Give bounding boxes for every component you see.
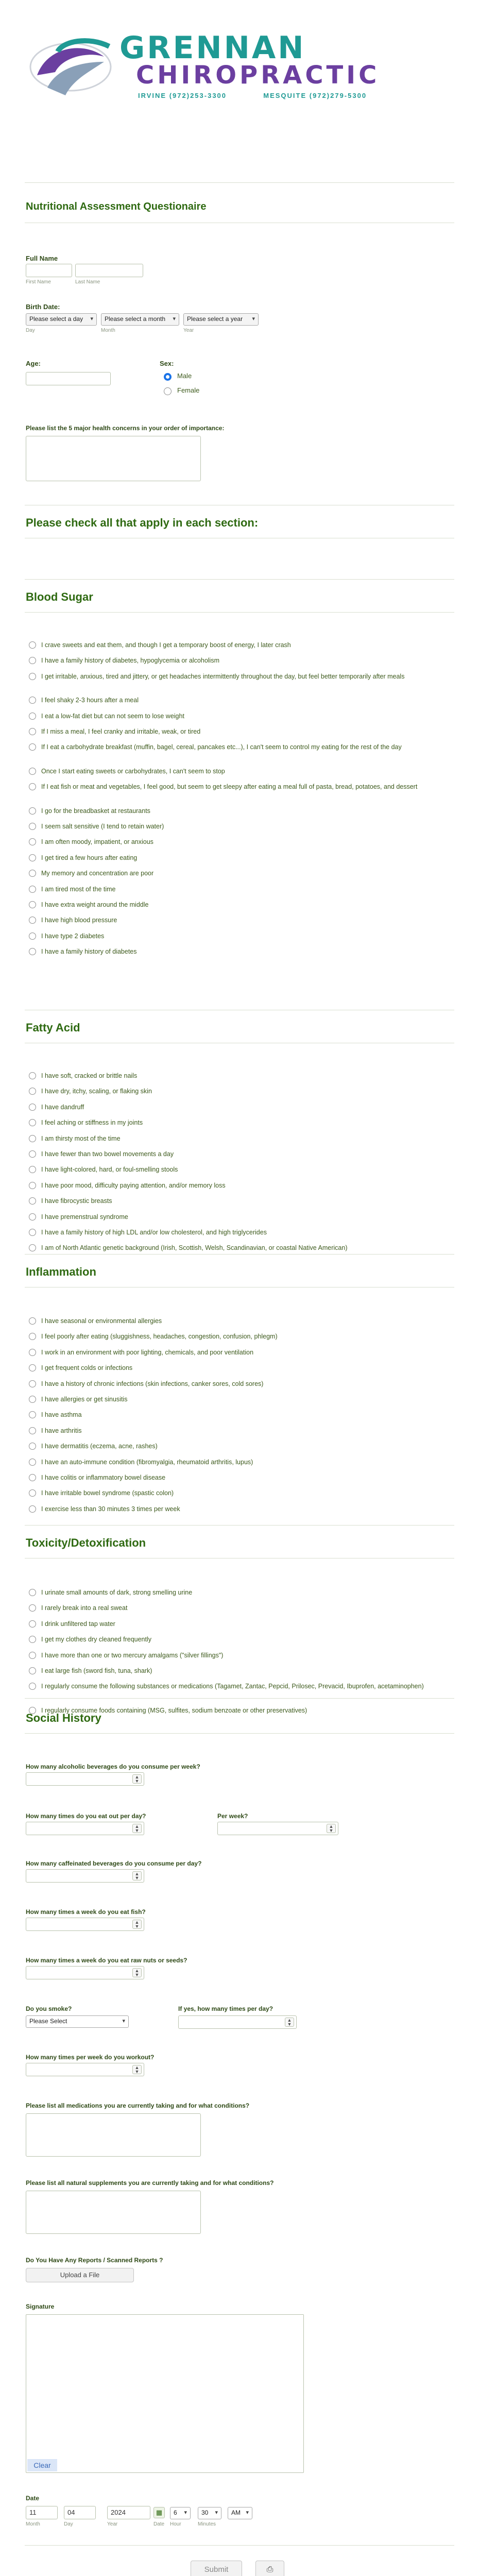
day-sub: Day bbox=[26, 328, 35, 333]
checklist-item-label: I have light-colored, hard, or foul-smelling stools bbox=[41, 1166, 178, 1174]
checkbox-circle-icon[interactable] bbox=[29, 1333, 36, 1340]
minute-select[interactable] bbox=[198, 2507, 221, 2519]
checklist-item-label: I have premenstrual syndrome bbox=[41, 1213, 128, 1221]
smoke-select[interactable] bbox=[26, 2015, 129, 2028]
alcohol-label: How many alcoholic beverages do you consume per week? bbox=[26, 1763, 200, 1770]
checklist-item[interactable] bbox=[26, 1317, 453, 1326]
checklist-item[interactable] bbox=[26, 1458, 453, 1467]
checklist-item[interactable] bbox=[26, 1348, 453, 1357]
last-name-input[interactable] bbox=[75, 264, 143, 277]
ampm-select[interactable] bbox=[228, 2507, 252, 2519]
checklist-item[interactable] bbox=[26, 1197, 453, 1206]
checklist-item[interactable] bbox=[26, 822, 453, 831]
divider bbox=[25, 612, 454, 613]
checklist-item-label: I work in an environment with poor lighting, chemicals, and poor ventilation bbox=[41, 1348, 254, 1356]
checkbox-circle-icon[interactable] bbox=[29, 1459, 36, 1466]
checklist-item[interactable] bbox=[26, 1604, 453, 1613]
supplements-textarea[interactable] bbox=[26, 2191, 201, 2234]
checklist-item[interactable] bbox=[26, 727, 453, 736]
checklist-item[interactable] bbox=[26, 1181, 453, 1190]
checklist-item[interactable] bbox=[26, 1165, 453, 1174]
year-sub: Year bbox=[183, 328, 194, 333]
brand-phones bbox=[138, 92, 367, 99]
checklist-item-label: If I miss a meal, I feel cranky and irritable, weak, or tired bbox=[41, 728, 201, 735]
checkbox-circle-icon[interactable] bbox=[29, 697, 36, 704]
checkbox-circle-icon[interactable] bbox=[29, 933, 36, 940]
checklist-item[interactable] bbox=[26, 1635, 453, 1644]
checkbox-circle-icon[interactable] bbox=[29, 1317, 36, 1325]
checklist-item-label: I have type 2 diabetes bbox=[41, 932, 105, 940]
date-picker-sub: Date bbox=[153, 2521, 165, 2527]
checklist-item-label: I have fibrocystic breasts bbox=[41, 1197, 112, 1205]
checklist-item[interactable] bbox=[26, 767, 453, 776]
divider bbox=[25, 1525, 454, 1526]
checklist-item[interactable] bbox=[26, 1134, 453, 1143]
checklist-item-label: I have a family history of diabetes, hypoglycemia or alcoholism bbox=[41, 657, 219, 665]
checklist-item-label: I have high blood pressure bbox=[41, 917, 117, 924]
checklist-item[interactable] bbox=[26, 1489, 453, 1498]
checklist-item[interactable] bbox=[26, 947, 453, 956]
checklist-item[interactable] bbox=[26, 885, 453, 894]
checklist-item-label: I seem salt sensitive (I tend to retain water) bbox=[41, 823, 164, 830]
checkbox-circle-icon[interactable] bbox=[29, 1150, 36, 1158]
checkbox-circle-icon[interactable] bbox=[29, 1088, 36, 1095]
checklist-item[interactable] bbox=[26, 1588, 453, 1597]
birth-year-value: Please select a year bbox=[187, 315, 243, 323]
social-history-title: Social History bbox=[26, 1711, 101, 1724]
checkbox-circle-icon[interactable] bbox=[29, 768, 36, 775]
birth-year-select[interactable] bbox=[183, 313, 259, 326]
section-title: Blood Sugar bbox=[26, 590, 93, 603]
signature-label: Signature bbox=[26, 2303, 55, 2310]
brand-name: GRENNAN bbox=[119, 30, 306, 66]
chevron-down-icon: ▾ bbox=[215, 2510, 218, 2516]
checkbox-circle-icon[interactable] bbox=[29, 1396, 36, 1403]
checklist-item-label: I go for the breadbasket at restaurants bbox=[41, 807, 150, 815]
chevron-down-icon: ▾ bbox=[173, 316, 176, 322]
age-label: Age: bbox=[26, 360, 41, 367]
signature-pad[interactable] bbox=[26, 2314, 304, 2473]
nuts-stepper[interactable] bbox=[26, 1966, 144, 1979]
checkbox-circle-icon[interactable] bbox=[29, 1072, 36, 1079]
checklist-item-label: I feel shaky 2-3 hours after a meal bbox=[41, 697, 139, 704]
clear-signature-button[interactable]: Clear bbox=[27, 2459, 57, 2471]
checkbox-circle-icon[interactable] bbox=[29, 917, 36, 924]
checklist-item-label: I get my clothes dry cleaned frequently bbox=[41, 1636, 152, 1643]
ampm-value: AM bbox=[231, 2509, 241, 2516]
checkbox-circle-icon[interactable] bbox=[29, 728, 36, 735]
stepper-arrows-icon[interactable]: ▲ ▼ bbox=[132, 1968, 142, 1977]
checkbox-circle-icon[interactable] bbox=[29, 1197, 36, 1205]
date-year-sub: Year bbox=[107, 2521, 118, 2527]
stepper-arrows-icon[interactable]: ▲ ▼ bbox=[285, 2018, 294, 2027]
checklist-item[interactable] bbox=[26, 1667, 453, 1675]
hour-sub: Hour bbox=[170, 2521, 181, 2527]
smoke-label: Do you smoke? bbox=[26, 2005, 72, 2012]
checklist-item[interactable] bbox=[26, 1473, 453, 1482]
sex-male-radio[interactable] bbox=[164, 373, 172, 381]
section-title: Toxicity/Detoxification bbox=[26, 1536, 146, 1549]
checklist-item[interactable] bbox=[26, 932, 453, 941]
checkbox-circle-icon[interactable] bbox=[29, 1244, 36, 1251]
checklist-item-label: I get frequent colds or infections bbox=[41, 1364, 133, 1372]
sex-male-label: Male bbox=[177, 372, 192, 380]
birth-day-value: Please select a day bbox=[29, 315, 83, 323]
form-title: Nutritional Assessment Questionaire bbox=[26, 201, 207, 212]
birth-date-label: Birth Date: bbox=[26, 303, 60, 311]
checklist-item-label: I am tired most of the time bbox=[41, 885, 116, 893]
checklist-item-label: My memory and concentration are poor bbox=[41, 870, 154, 877]
checklist-item-label: I have irritable bowel syndrome (spastic colon) bbox=[41, 1489, 174, 1497]
eat-out-stepper[interactable] bbox=[26, 1822, 144, 1835]
chevron-down-icon: ▾ bbox=[122, 2018, 125, 2024]
checklist-item[interactable] bbox=[26, 1244, 453, 1252]
checklist-item-label: I have arthritis bbox=[41, 1427, 82, 1434]
stepper-arrows-icon[interactable]: ▲ ▼ bbox=[327, 1824, 336, 1833]
caffeine-label: How many caffeinated beverages do you consume per day? bbox=[26, 1860, 202, 1867]
checklist-item-label: I eat large fish (sword fish, tuna, shark) bbox=[41, 1667, 152, 1674]
checkbox-circle-icon[interactable] bbox=[29, 1489, 36, 1497]
checkbox-circle-icon[interactable] bbox=[29, 807, 36, 815]
hour-select[interactable] bbox=[170, 2507, 191, 2519]
first-name-sub: First Name bbox=[26, 279, 51, 285]
date-month-input[interactable]: 11 bbox=[26, 2506, 58, 2519]
caffeine-stepper[interactable] bbox=[26, 1869, 144, 1883]
alcohol-stepper[interactable] bbox=[26, 1772, 144, 1786]
checklist-item[interactable] bbox=[26, 916, 453, 925]
birth-month-select[interactable] bbox=[101, 313, 179, 326]
checkbox-circle-icon[interactable] bbox=[29, 838, 36, 845]
logo bbox=[27, 31, 418, 103]
age-input[interactable] bbox=[26, 372, 111, 385]
checkbox-circle-icon[interactable] bbox=[29, 1474, 36, 1481]
checklist-item[interactable] bbox=[26, 854, 453, 862]
checkbox-circle-icon[interactable] bbox=[29, 1589, 36, 1596]
per-week-stepper[interactable] bbox=[217, 1822, 338, 1835]
checklist-item[interactable] bbox=[26, 1442, 453, 1451]
nuts-label: How many times a week do you eat raw nuts or seeds? bbox=[26, 1957, 187, 1964]
date-month-sub: Month bbox=[26, 2521, 40, 2527]
checklist-item-label: I have extra weight around the middle bbox=[41, 901, 149, 908]
full-name-label: Full Name bbox=[26, 255, 58, 262]
checkbox-circle-icon[interactable] bbox=[29, 1182, 36, 1189]
per-week-label: Per week? bbox=[217, 1812, 248, 1820]
chevron-down-icon: ▾ bbox=[90, 316, 93, 322]
checkbox-circle-icon[interactable] bbox=[29, 673, 36, 680]
checklist-item-label: I have dermatitis (eczema, acne, rashes) bbox=[41, 1443, 158, 1450]
birth-day-select[interactable] bbox=[26, 313, 97, 326]
checklist-item-label: I have a family history of high LDL and/or low cholesterol, and high triglycerides bbox=[41, 1229, 267, 1236]
checkbox-circle-icon[interactable] bbox=[29, 1620, 36, 1628]
checklist-item[interactable] bbox=[26, 901, 453, 909]
checklist-item[interactable] bbox=[26, 838, 453, 846]
checklist-item[interactable] bbox=[26, 641, 453, 650]
concerns-label: Please list the 5 major health concerns in your order of importance: bbox=[26, 425, 225, 432]
checkbox-circle-icon[interactable] bbox=[29, 1229, 36, 1236]
medications-label: Please list all medications you are currently taking and for what conditions? bbox=[26, 2102, 250, 2109]
stepper-arrows-icon[interactable]: ▲ ▼ bbox=[132, 1824, 142, 1833]
checklist-item-label: I have asthma bbox=[41, 1411, 82, 1419]
checklist-item-label: I get irritable, anxious, tired and jittery, or get headaches intermittently throughout the day, but feel better temporarily after meals bbox=[41, 672, 405, 680]
chevron-down-icon: ▾ bbox=[252, 316, 255, 322]
checkbox-circle-icon[interactable] bbox=[29, 1652, 36, 1659]
smoke-times-stepper[interactable] bbox=[178, 2015, 297, 2029]
checklist-item[interactable] bbox=[26, 1411, 453, 1419]
supplements-label: Please list all natural supplements you are currently taking and for what conditions? bbox=[26, 2179, 274, 2187]
fish-stepper[interactable] bbox=[26, 1918, 144, 1931]
checklist-item-label: I have soft, cracked or brittle nails bbox=[41, 1072, 138, 1079]
checklist-item-label: I have more than one or two mercury amalgams ("silver fillings") bbox=[41, 1651, 224, 1659]
checklist-item-label: I eat a low-fat diet but can not seem to lose weight bbox=[41, 712, 184, 720]
divider bbox=[25, 2545, 454, 2546]
checkbox-circle-icon[interactable] bbox=[29, 870, 36, 877]
stepper-arrows-icon[interactable]: ▲ ▼ bbox=[132, 2065, 142, 2074]
checklist-item[interactable] bbox=[26, 672, 453, 681]
calendar-icon[interactable]: ▦ bbox=[153, 2507, 165, 2518]
checklist-item[interactable] bbox=[26, 1213, 453, 1222]
checkbox-circle-icon[interactable] bbox=[29, 1119, 36, 1126]
phone-irvine: IRVINE (972)253-3300 bbox=[138, 92, 227, 99]
upload-file-button[interactable]: Upload a File bbox=[26, 2268, 134, 2282]
reports-label: Do You Have Any Reports / Scanned Reports ? bbox=[26, 2257, 163, 2264]
checkbox-circle-icon[interactable] bbox=[29, 1505, 36, 1513]
eat-out-label: How many times do you eat out per day? bbox=[26, 1812, 146, 1820]
checklist-item-label: I have poor mood, difficulty paying attention, and/or memory loss bbox=[41, 1181, 226, 1189]
checkbox-circle-icon[interactable] bbox=[29, 743, 36, 751]
minute-value: 30 bbox=[201, 2509, 209, 2516]
sex-label: Sex: bbox=[160, 360, 174, 367]
divider bbox=[25, 579, 454, 580]
checklist-item-label: If I eat a carbohydrate breakfast (muffin, bagel, cereal, pancakes etc...), I can't seem to control my eating for the rest of the day bbox=[41, 743, 402, 751]
checklist-item-label: I have a family history of diabetes bbox=[41, 948, 137, 956]
checklist-item[interactable] bbox=[26, 1651, 453, 1660]
workout-stepper[interactable] bbox=[26, 2063, 144, 2076]
minute-sub: Minutes bbox=[198, 2521, 216, 2527]
checklist-item-label: If I eat fish or meat and vegetables, I feel good, but seem to get sleepy after eating a meal full of pasta, bread, potatoes, and dessert bbox=[41, 783, 418, 791]
divider bbox=[25, 182, 454, 183]
checkbox-circle-icon[interactable] bbox=[29, 1364, 36, 1371]
checkbox-circle-icon[interactable] bbox=[29, 901, 36, 908]
checkbox-circle-icon[interactable] bbox=[29, 1667, 36, 1674]
chevron-down-icon: ▾ bbox=[246, 2510, 249, 2516]
brand-name-2: CHIROPRACTIC bbox=[136, 61, 380, 90]
checklist-item-label: I have colitis or inflammatory bowel disease bbox=[41, 1474, 166, 1481]
checkbox-circle-icon[interactable] bbox=[29, 1604, 36, 1612]
checklist-item-label: I am thirsty most of the time bbox=[41, 1134, 121, 1142]
workout-label: How many times per week do you workout? bbox=[26, 2054, 155, 2061]
checkbox-circle-icon[interactable] bbox=[29, 1427, 36, 1434]
checklist-item-label: I have dry, itchy, scaling, or flaking skin bbox=[41, 1088, 152, 1095]
checkbox-circle-icon[interactable] bbox=[29, 783, 36, 790]
medications-textarea[interactable] bbox=[26, 2113, 201, 2157]
printer-icon[interactable]: ⎙ bbox=[255, 2561, 284, 2576]
checklist-item-label: I regularly consume foods containing (MSG, sulfites, sodium benzoate or other preservatives) bbox=[41, 1706, 307, 1714]
checklist-item-label: Once I start eating sweets or carbohydrates, I can't seem to stop bbox=[41, 767, 225, 775]
checkbox-circle-icon[interactable] bbox=[29, 854, 36, 861]
checklist-item[interactable] bbox=[26, 696, 453, 705]
last-name-sub: Last Name bbox=[75, 279, 100, 285]
checklist-item-label: I get tired a few hours after eating bbox=[41, 854, 138, 861]
phone-mesquite: MESQUITE (972)279-5300 bbox=[263, 92, 367, 99]
month-sub: Month bbox=[101, 328, 115, 333]
checklist-item-label: I feel poorly after eating (sluggishness, headaches, congestion, confusion, phlegm) bbox=[41, 1333, 278, 1341]
checkbox-circle-icon[interactable] bbox=[29, 1683, 36, 1690]
checklist-item[interactable] bbox=[26, 1103, 453, 1112]
checklist-item-label: I am often moody, impatient, or anxious bbox=[41, 838, 153, 846]
section-title: Fatty Acid bbox=[26, 1021, 80, 1034]
checkbox-circle-icon[interactable] bbox=[29, 657, 36, 664]
checklist-item[interactable] bbox=[26, 1087, 453, 1096]
birth-month-value: Please select a month bbox=[105, 315, 166, 323]
checklist-item[interactable] bbox=[26, 1682, 453, 1691]
checkbox-circle-icon[interactable] bbox=[29, 948, 36, 955]
checkbox-circle-icon[interactable] bbox=[29, 1213, 36, 1221]
checkbox-circle-icon[interactable] bbox=[29, 1166, 36, 1173]
checkbox-circle-icon[interactable] bbox=[29, 1443, 36, 1450]
checklist-item[interactable] bbox=[26, 1072, 453, 1080]
date-day-input[interactable]: 04 bbox=[64, 2506, 96, 2519]
checklist-item[interactable] bbox=[26, 1427, 453, 1435]
divider bbox=[25, 1733, 454, 1734]
checkbox-circle-icon[interactable] bbox=[29, 1380, 36, 1387]
date-year-input[interactable]: 2024 bbox=[107, 2506, 150, 2519]
sex-female-label: Female bbox=[177, 386, 200, 394]
checkbox-circle-icon[interactable] bbox=[29, 713, 36, 720]
sex-female-radio[interactable] bbox=[164, 387, 172, 395]
hour-value: 6 bbox=[174, 2509, 177, 2516]
checklist-item-label: I drink unfiltered tap water bbox=[41, 1620, 115, 1628]
checkbox-circle-icon[interactable] bbox=[29, 641, 36, 649]
logo-mark-icon bbox=[27, 31, 114, 103]
checklist-item[interactable] bbox=[26, 656, 453, 665]
checklist-item-label: I have dandruff bbox=[41, 1103, 84, 1111]
section-title: Inflammation bbox=[26, 1265, 96, 1278]
first-name-input[interactable] bbox=[26, 264, 72, 277]
checklist-item[interactable] bbox=[26, 1150, 453, 1159]
date-label: Date bbox=[26, 2495, 40, 2502]
checklist-item[interactable] bbox=[26, 869, 453, 878]
divider bbox=[25, 1254, 454, 1255]
chevron-down-icon: ▾ bbox=[184, 2510, 187, 2516]
checklist-item-label: I urinate small amounts of dark, strong smelling urine bbox=[41, 1589, 193, 1596]
date-day-sub: Day bbox=[64, 2521, 73, 2527]
checkbox-circle-icon[interactable] bbox=[29, 1104, 36, 1111]
checklist-item[interactable] bbox=[26, 1380, 453, 1388]
checklist-item[interactable] bbox=[26, 1332, 453, 1341]
checkbox-circle-icon[interactable] bbox=[29, 823, 36, 830]
checklist-item-label: I have fewer than two bowel movements a day bbox=[41, 1150, 174, 1158]
stepper-arrows-icon[interactable]: ▲ ▼ bbox=[132, 1774, 142, 1784]
stepper-arrows-icon[interactable]: ▲ ▼ bbox=[132, 1871, 142, 1880]
checklist-item[interactable] bbox=[26, 712, 453, 721]
checklist-item[interactable] bbox=[26, 1395, 453, 1404]
checklist-item[interactable] bbox=[26, 743, 453, 752]
smoke-select-value: Please Select bbox=[29, 2018, 67, 2025]
checklist-item-label: I am of North Atlantic genetic background (Irish, Scottish, Welsh, Scandinavian, or coastal Native American) bbox=[41, 1244, 348, 1252]
checklist-item[interactable] bbox=[26, 1228, 453, 1237]
submit-button[interactable]: Submit bbox=[191, 2561, 242, 2576]
checklist-item[interactable] bbox=[26, 1505, 453, 1514]
checklist-item-label: I feel aching or stiffness in my joints bbox=[41, 1119, 143, 1127]
smoke-times-label: If yes, how many times per day? bbox=[178, 2005, 273, 2012]
checklist-item-label: I regularly consume the following substances or medications (Tagamet, Zantac, Pepcid, Prilosec, Prevacid, Ibuprofen, acetaminophen) bbox=[41, 1683, 424, 1690]
checklist-item-label: I crave sweets and eat them, and though I get a temporary boost of energy, I later crash bbox=[41, 641, 291, 649]
checklist-item-label: I have a history of chronic infections (skin infections, canker sores, cold sores) bbox=[41, 1380, 264, 1387]
checkbox-circle-icon[interactable] bbox=[29, 1411, 36, 1418]
stepper-arrows-icon[interactable]: ▲ ▼ bbox=[132, 1920, 142, 1929]
checkbox-circle-icon[interactable] bbox=[29, 1349, 36, 1356]
checklist-item-label: I exercise less than 30 minutes 3 times per week bbox=[41, 1505, 180, 1513]
checkbox-circle-icon[interactable] bbox=[29, 1636, 36, 1643]
checklist-item[interactable] bbox=[26, 1118, 453, 1127]
checklist-item-label: I have allergies or get sinusitis bbox=[41, 1396, 128, 1403]
divider bbox=[25, 1698, 454, 1699]
checklist-item[interactable] bbox=[26, 783, 453, 791]
checklist-item[interactable] bbox=[26, 1620, 453, 1629]
fish-label: How many times a week do you eat fish? bbox=[26, 1908, 146, 1916]
concerns-textarea[interactable] bbox=[26, 436, 201, 481]
checklist-item[interactable] bbox=[26, 1364, 453, 1372]
checklist-item-label: I have an auto-immune condition (fibromyalgia, rheumatoid arthritis, lupus) bbox=[41, 1458, 253, 1466]
checkbox-circle-icon[interactable] bbox=[29, 1135, 36, 1142]
checklist-item-label: I have seasonal or environmental allergies bbox=[41, 1317, 162, 1325]
checklist-item-label: I rarely break into a real sweat bbox=[41, 1604, 128, 1612]
checklist-item[interactable] bbox=[26, 807, 453, 816]
checkbox-circle-icon[interactable] bbox=[29, 886, 36, 893]
check-all-heading: Please check all that apply in each section: bbox=[26, 516, 259, 529]
